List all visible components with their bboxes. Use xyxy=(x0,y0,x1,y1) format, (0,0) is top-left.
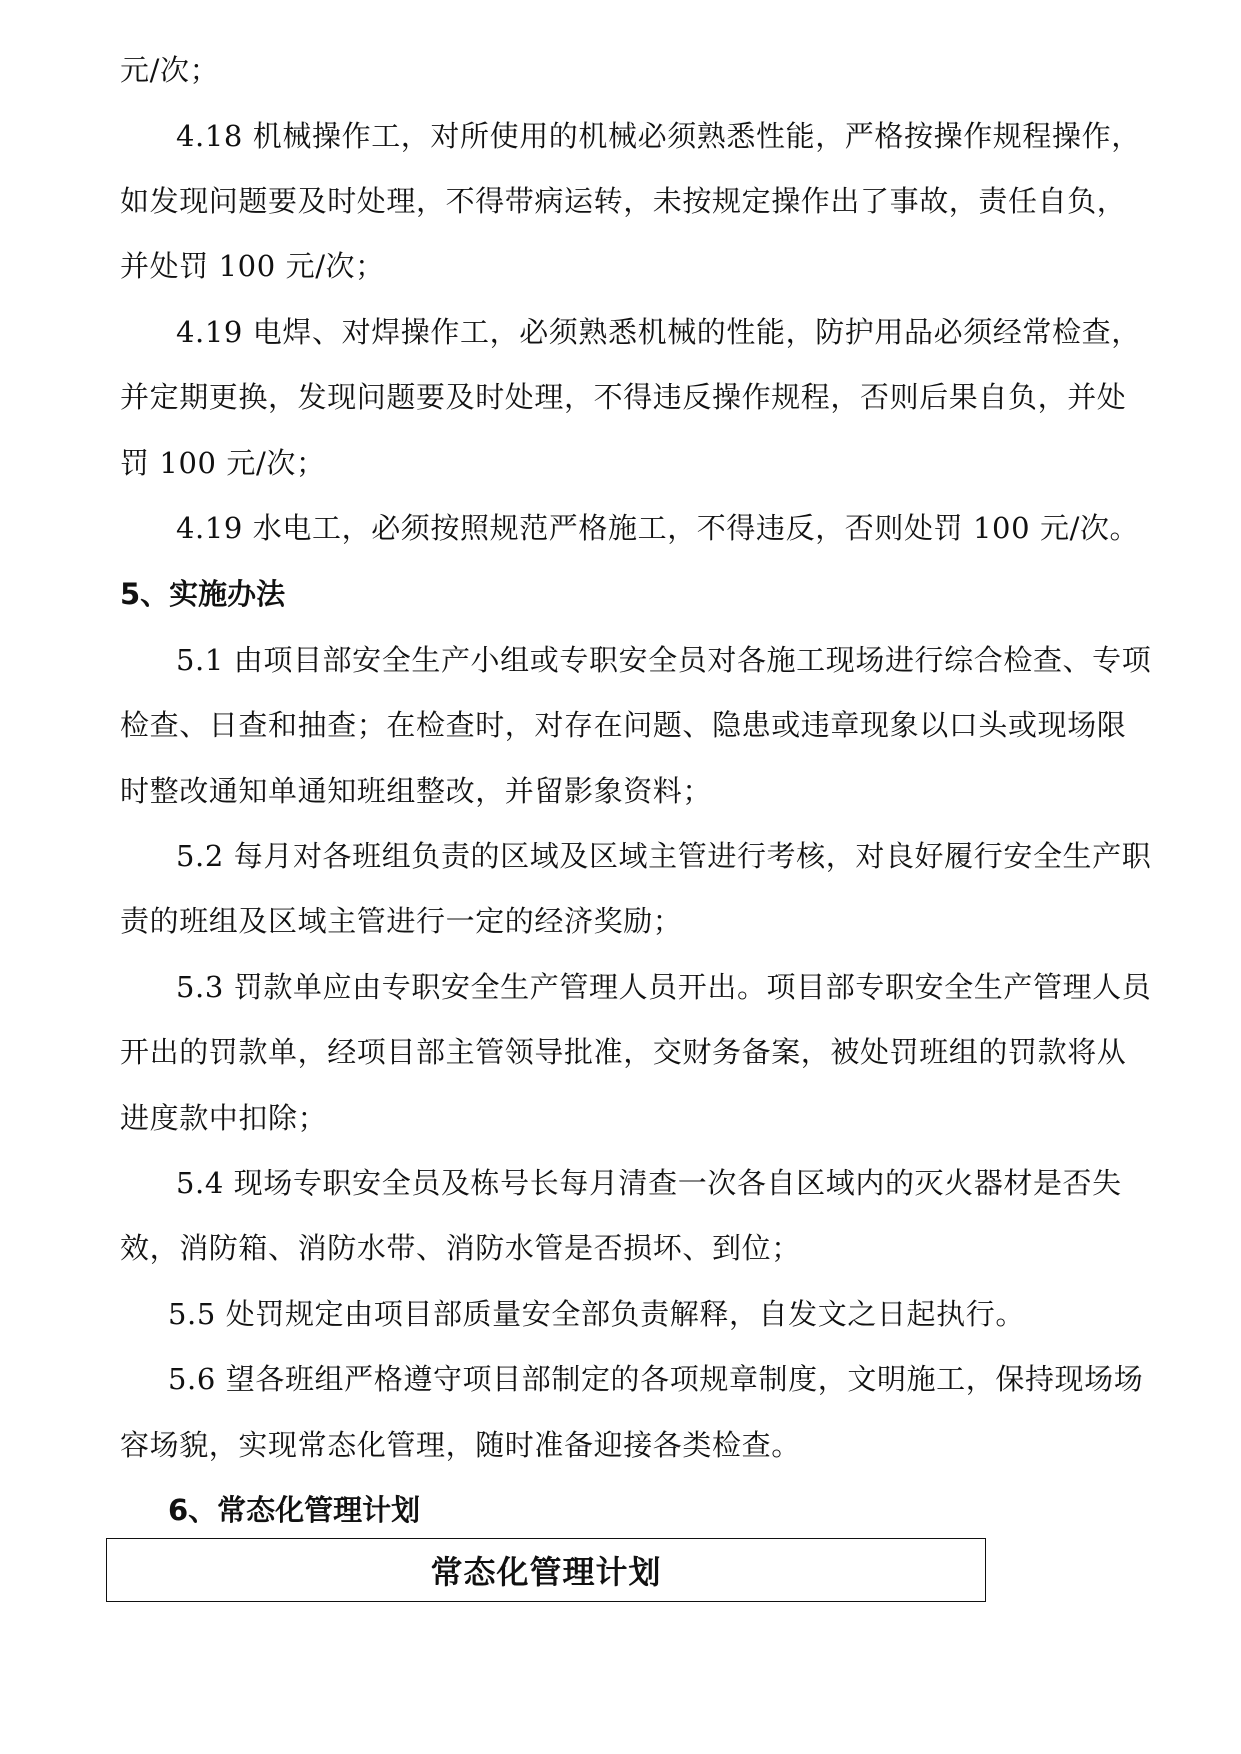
paragraph-line: 4.18 机械操作工，对所使用的机械必须熟悉性能，严格按操作规程操作， xyxy=(176,119,1141,153)
section-heading-6: 6、常态化管理计划 xyxy=(168,1493,421,1527)
paragraph-line: 责的班组及区域主管进行一定的经济奖励； xyxy=(120,904,683,938)
paragraph-line: 时整改通知单通知班组整改，并留影象资料； xyxy=(120,774,713,808)
paragraph-line: 如发现问题要及时处理，不得带病运转，未按规定操作出了事故，责任自负， xyxy=(120,184,1127,218)
plan-title: 常态化管理计划 xyxy=(430,1553,662,1591)
paragraph-line: 5.6 望各班组严格遵守项目部制定的各项规章制度，文明施工，保持现场场 xyxy=(168,1362,1144,1396)
paragraph-line: 罚 100 元/次； xyxy=(120,446,326,480)
paragraph-line: 5.3 罚款单应由专职安全生产管理人员开出。项目部专职安全生产管理人员 xyxy=(176,970,1152,1004)
paragraph-line: 4.19 水电工，必须按照规范严格施工，不得违反，否则处罚 100 元/次。 xyxy=(176,511,1140,545)
paragraph-line: 容场貌，实现常态化管理，随时准备迎接各类检查。 xyxy=(120,1428,801,1462)
paragraph-line: 开出的罚款单，经项目部主管领导批准，交财务备案，被处罚班组的罚款将从 xyxy=(120,1035,1127,1069)
paragraph-line: 4.19 电焊、对焊操作工，必须熟悉机械的性能，防护用品必须经常检查， xyxy=(176,315,1141,349)
paragraph-line: 5.2 每月对各班组负责的区域及区域主管进行考核，对良好履行安全生产职 xyxy=(176,839,1152,873)
paragraph-line: 效，消防箱、消防水带、消防水管是否损坏、到位； xyxy=(120,1231,801,1265)
paragraph-line: 进度款中扣除； xyxy=(120,1101,328,1135)
paragraph-line: 5.5 处罚规定由项目部质量安全部负责解释，自发文之日起执行。 xyxy=(168,1297,1025,1331)
paragraph-line: 并定期更换，发现问题要及时处理，不得违反操作规程，否则后果自负，并处 xyxy=(120,380,1127,414)
paragraph-line: 5.1 由项目部安全生产小组或专职安全员对各施工现场进行综合检查、专项 xyxy=(176,643,1152,677)
section-heading-5: 5、实施办法 xyxy=(120,577,286,611)
paragraph-line: 5.4 现场专职安全员及栋号长每月清查一次各自区域内的灭火器材是否失 xyxy=(176,1166,1122,1200)
paragraph-line: 检查、日查和抽查；在检查时，对存在问题、隐患或违章现象以口头或现场限 xyxy=(120,708,1127,742)
paragraph-line: 并处罚 100 元/次； xyxy=(120,249,385,283)
plan-title-box xyxy=(106,1538,986,1602)
paragraph-line: 元/次； xyxy=(120,53,220,87)
